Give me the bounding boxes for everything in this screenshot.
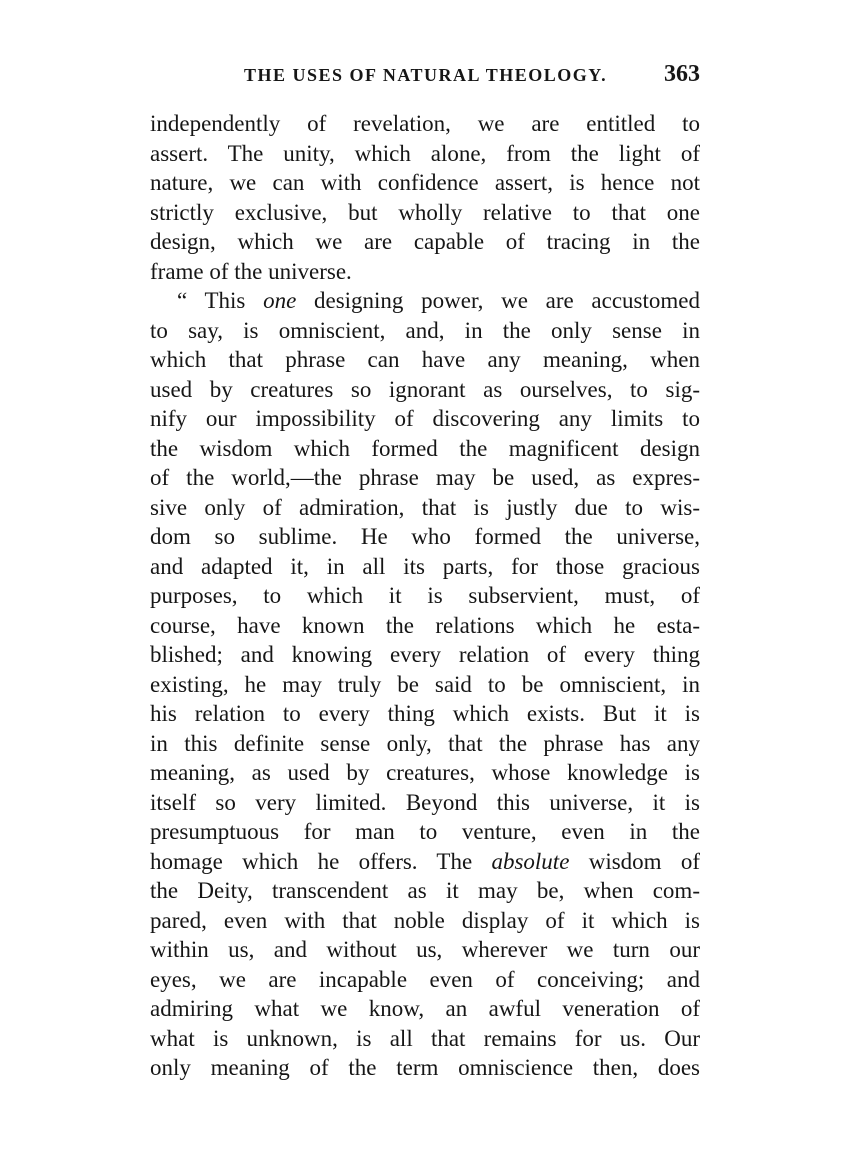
text-line: only meaning of the term omniscience then, does [150, 1055, 700, 1080]
text-line: in this definite sense only, that the phrase has any [150, 730, 700, 756]
text-line: strictly exclusive, but wholly relative to that one [150, 199, 700, 225]
text-line: assert. The unity, which alone, from the light of [150, 140, 700, 166]
text-line: “ This one designing power, we are accustomed [177, 288, 700, 313]
text-line: nature, we can with confidence assert, is hence not [150, 170, 700, 195]
text-line: existing, he may truly be said to be omniscient, in [150, 671, 700, 697]
text-line: and adapted it, in all its parts, for those gracious [150, 553, 700, 579]
text-line: presumptuous for man to venture, even in the [150, 819, 700, 844]
text-line: admiring what we know, an awful veneration of [150, 996, 700, 1021]
text-line: which that phrase can have any meaning, when [150, 347, 700, 372]
body-text [150, 109, 700, 1083]
text-line: what is unknown, is all that remains for us. Our [150, 1025, 700, 1051]
running-title: THE USES OF NATURAL THEOLOGY. [244, 65, 608, 85]
text-line: to say, is omniscient, and, in the only sense in [150, 317, 700, 343]
text-line: his relation to every thing which exists. But it is [150, 701, 700, 726]
text-line: homage which he offers. The absolute wisdom of [150, 848, 700, 874]
emphasized-word: one [263, 288, 297, 313]
text-line: used by creatures so ignorant as ourselves, to sig- [150, 376, 700, 402]
page-number: 363 [664, 61, 700, 87]
text-line: of the world,—the phrase may be used, as expres- [150, 465, 700, 490]
text-line: eyes, we are incapable even of conceiving; and [150, 966, 700, 992]
emphasized-word: absolute [491, 848, 570, 874]
text-line: itself so very limited. Beyond this universe, it is [150, 789, 700, 815]
text-line: the wisdom which formed the magnificent design [150, 435, 700, 461]
text-line: within us, and without us, wherever we turn our [150, 937, 700, 962]
text-line: pared, even with that noble display of it which is [150, 907, 700, 933]
text-line: independently of revelation, we are entitled to [150, 111, 700, 136]
running-head [150, 61, 700, 91]
text-line: meaning, as used by creatures, whose knowledge is [150, 760, 700, 785]
text-line: frame of the universe. [150, 258, 352, 284]
text-line: sive only of admiration, that is justly due to wis- [150, 494, 700, 520]
text-line: nify our impossibility of discovering any limits to [150, 406, 700, 431]
text-line: design, which we are capable of tracing in the [150, 229, 700, 254]
text-line: course, have known the relations which he esta- [150, 612, 700, 638]
text-line: dom so sublime. He who formed the universe, [150, 524, 700, 549]
text-line: blished; and knowing every relation of every thing [150, 642, 700, 667]
text-line: the Deity, transcendent as it may be, when com- [150, 878, 700, 903]
text-line: purposes, to which it is subservient, must, of [150, 583, 700, 608]
